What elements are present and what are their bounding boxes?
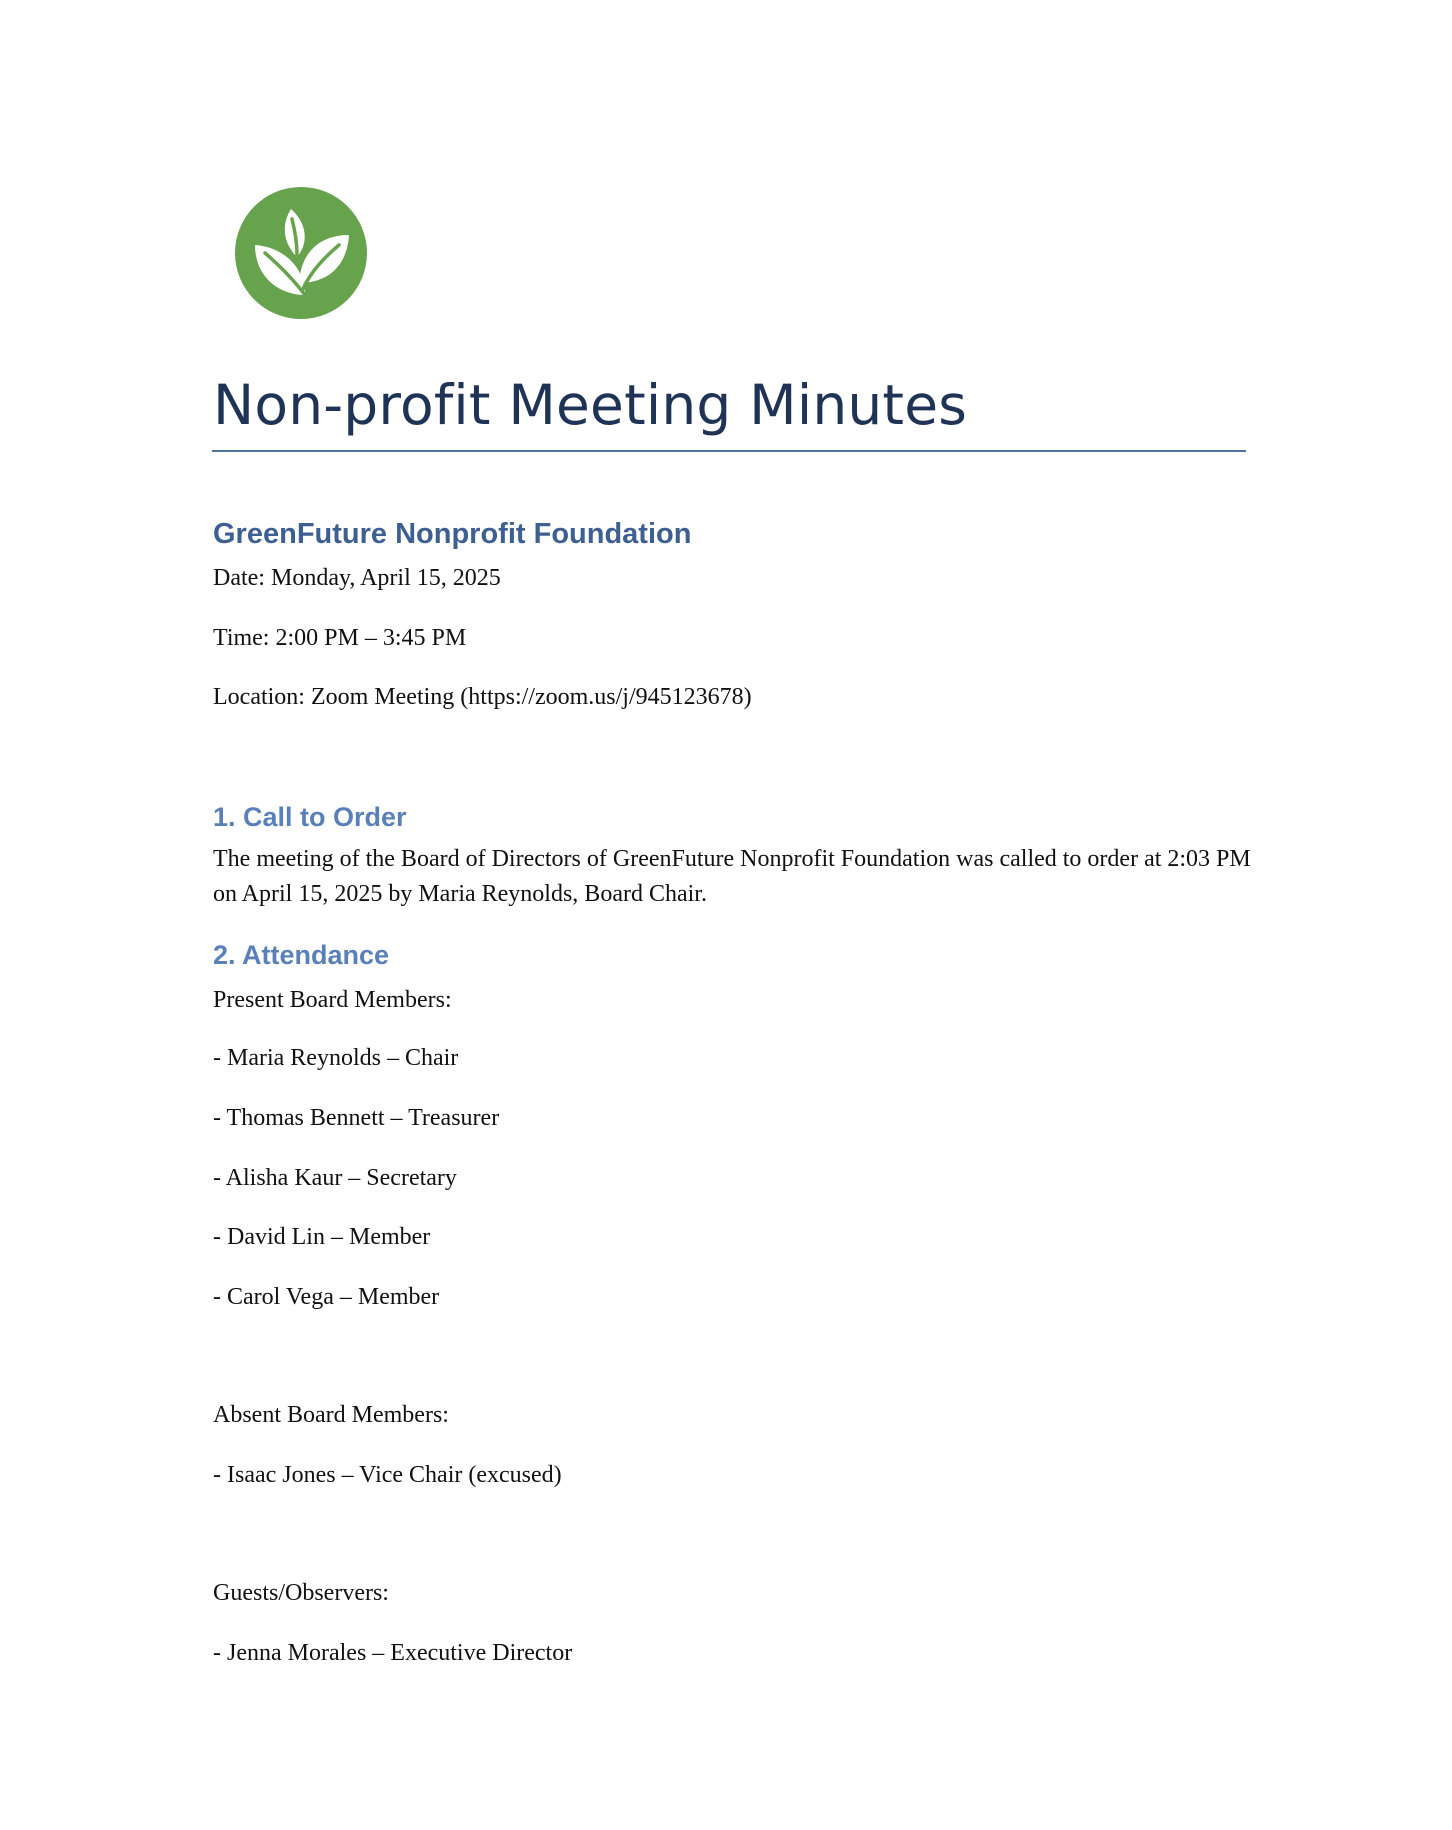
organization-heading: GreenFuture Nonprofit Foundation — [213, 518, 692, 550]
present-member-item: - David Lin – Member — [213, 1224, 431, 1250]
section-heading-attendance: 2. Attendance — [213, 940, 390, 970]
absent-member-item: - Isaac Jones – Vice Chair (excused) — [213, 1462, 562, 1488]
present-member-item: - Maria Reynolds – Chair — [213, 1045, 459, 1071]
logo-circle — [235, 187, 367, 319]
page-title: Non-profit Meeting Minutes — [213, 373, 968, 437]
call-to-order-text: The meeting of the Board of Directors of GreenFuture Nonprofit Foundation was called to order at 2:03 PM on April 15, 2025 by Maria Reynolds, Board Chair. — [213, 846, 1251, 907]
section-heading-call-to-order: 1. Call to Order — [213, 802, 407, 832]
meeting-location: Location: Zoom Meeting (https://zoom.us/j/945123678) — [213, 684, 752, 710]
present-member-item: - Thomas Bennett – Treasurer — [213, 1105, 500, 1131]
absent-members-label: Absent Board Members: — [213, 1402, 449, 1428]
title-divider — [212, 450, 1246, 452]
meeting-time: Time: 2:00 PM – 3:45 PM — [213, 625, 467, 651]
leaf-sprout-icon — [235, 187, 367, 319]
guests-label: Guests/Observers: — [213, 1580, 389, 1606]
meeting-date: Date: Monday, April 15, 2025 — [213, 565, 501, 591]
guest-item: - Jenna Morales – Executive Director — [213, 1640, 573, 1666]
present-member-item: - Carol Vega – Member — [213, 1284, 440, 1310]
present-member-item: - Alisha Kaur – Secretary — [213, 1165, 457, 1191]
present-members-label: Present Board Members: — [213, 987, 452, 1013]
